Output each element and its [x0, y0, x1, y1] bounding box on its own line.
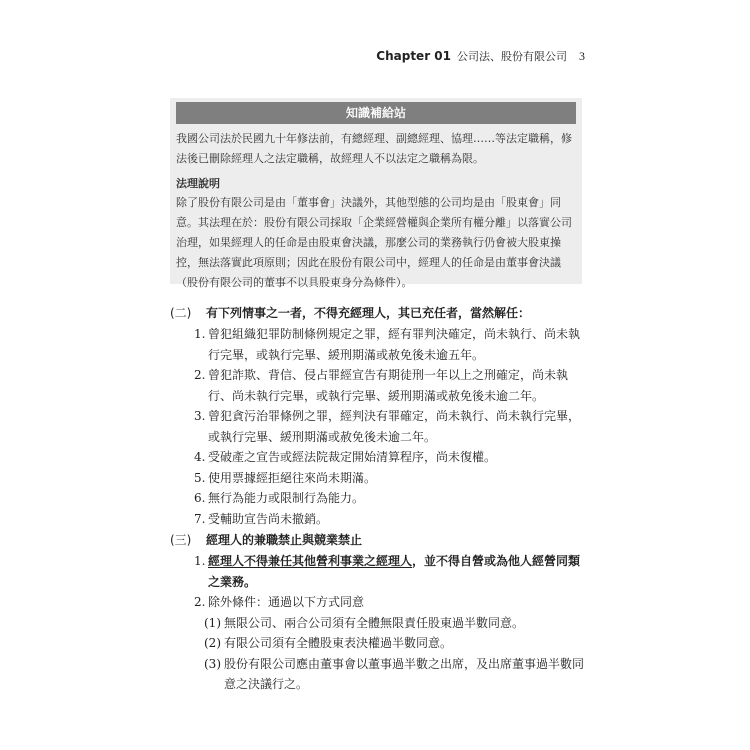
item-text: 使用票據經拒絕往來尚未期滿。 — [208, 470, 377, 485]
item-text: 曾犯詐欺、背信、侵占罪經宣告有期徒刑一年以上之刑確定，尚未執行、尚未執行完畢，或執行完畢、緩刑期滿或赦免後未逾二年。 — [208, 368, 569, 403]
item-number: 5. — [194, 470, 206, 485]
item-number: 4. — [194, 450, 206, 464]
list-item — [170, 468, 590, 489]
section-heading — [170, 302, 590, 324]
item-text: 受破產之宣告或經法院裁定開始清算程序，尚未復權。 — [208, 450, 497, 464]
underlined-text: 經理人不得兼任其他營利事業之經理人 — [208, 554, 413, 568]
sub-list-item — [170, 633, 590, 654]
main-text — [170, 302, 590, 695]
section-title: 經理人的兼職禁止與競業禁止 — [206, 533, 363, 547]
section-heading — [170, 529, 590, 551]
list-item — [170, 447, 590, 468]
chapter-title: 公司法、股份有限公司 — [457, 50, 567, 63]
sub-item-number: (2) — [204, 636, 221, 650]
knowledge-box — [170, 98, 582, 289]
item-text: 受輔助宣告尚未撤銷。 — [208, 511, 329, 526]
item-number: 6. — [194, 491, 206, 505]
item-number: 2. — [194, 368, 206, 382]
sub-item-number: (3) — [204, 656, 221, 671]
knowledge-box-lead: 我國公司法於民國九十年修法前，有總經理、副總經理、協理……等法定職稱，修法後已刪除經理人之法定職稱，故經理人不以法定之職稱為限。 — [176, 132, 572, 165]
sub-item-text: 無限公司、兩合公司須有全體無限責任股東過半數同意。 — [224, 615, 525, 630]
sub-item-text: 有限公司須有全體股東表決權過半數同意。 — [224, 636, 453, 650]
item-text: 曾犯貪污治罪條例之罪，經判決有罪確定，尚未執行、尚未執行完畢，或執行完畢、緩刑期滿或赦免後未逾二年。 — [208, 409, 581, 444]
list-item — [170, 551, 590, 592]
item-text-rest: ，並不得自營或為他人經營同類之業務。 — [208, 554, 581, 589]
list-item — [170, 509, 590, 530]
sub-list-item — [170, 613, 590, 634]
list-item — [170, 592, 590, 613]
section-title: 有下列情事之一者，不得充經理人，其已充任者，當然解任： — [206, 306, 531, 320]
list-item — [170, 365, 590, 406]
sub-list-item — [170, 654, 590, 695]
item-number: 7. — [194, 511, 206, 526]
item-text: 無行為能力或限制行為能力。 — [208, 491, 365, 505]
chapter-label: Chapter 01 — [376, 49, 451, 63]
running-header — [376, 48, 585, 68]
section-number: (二) — [170, 306, 192, 320]
legal-explanation-label: 法理說明 — [176, 177, 220, 190]
item-number: 2. — [194, 595, 206, 609]
list-item — [170, 488, 590, 509]
item-text — [208, 551, 590, 592]
sub-item-text: 股份有限公司應由董事會以董事過半數之出席，及出席董事過半數同意之決議行之。 — [224, 656, 585, 691]
item-number: 3. — [194, 409, 206, 423]
section-number: (三) — [170, 533, 192, 547]
item-number: 1. — [194, 327, 206, 341]
sub-item-number: (1) — [204, 615, 221, 630]
list-item — [170, 324, 590, 365]
item-text: 除外條件：通過以下方式同意 — [208, 595, 365, 609]
knowledge-box-title: 知識補給站 — [176, 102, 576, 124]
list-item — [170, 406, 590, 447]
item-text: 曾犯組織犯罪防制條例規定之罪，經有罪判決確定，尚未執行、尚未執行完畢，或執行完畢、緩刑期滿或赦免後未逾五年。 — [208, 327, 581, 362]
legal-explanation-text: 除了股份有限公司是由「董事會」決議外，其他型態的公司均是由「股東會」同意。其法理在於：股份有限公司採取「企業經營權與企業所有權分離」以落實公司治理，如果經理人的任命是由股東會決議，那麼公司的業務執行仍會被大股東操控，無法落實此項原則；因此在股份有限公司中，經理人的任命是由董事會決議（股份有限公司的董事不以具股東身分為條件）。 — [176, 196, 572, 289]
item-number: 1. — [194, 554, 206, 568]
page-number: 3 — [579, 49, 585, 63]
